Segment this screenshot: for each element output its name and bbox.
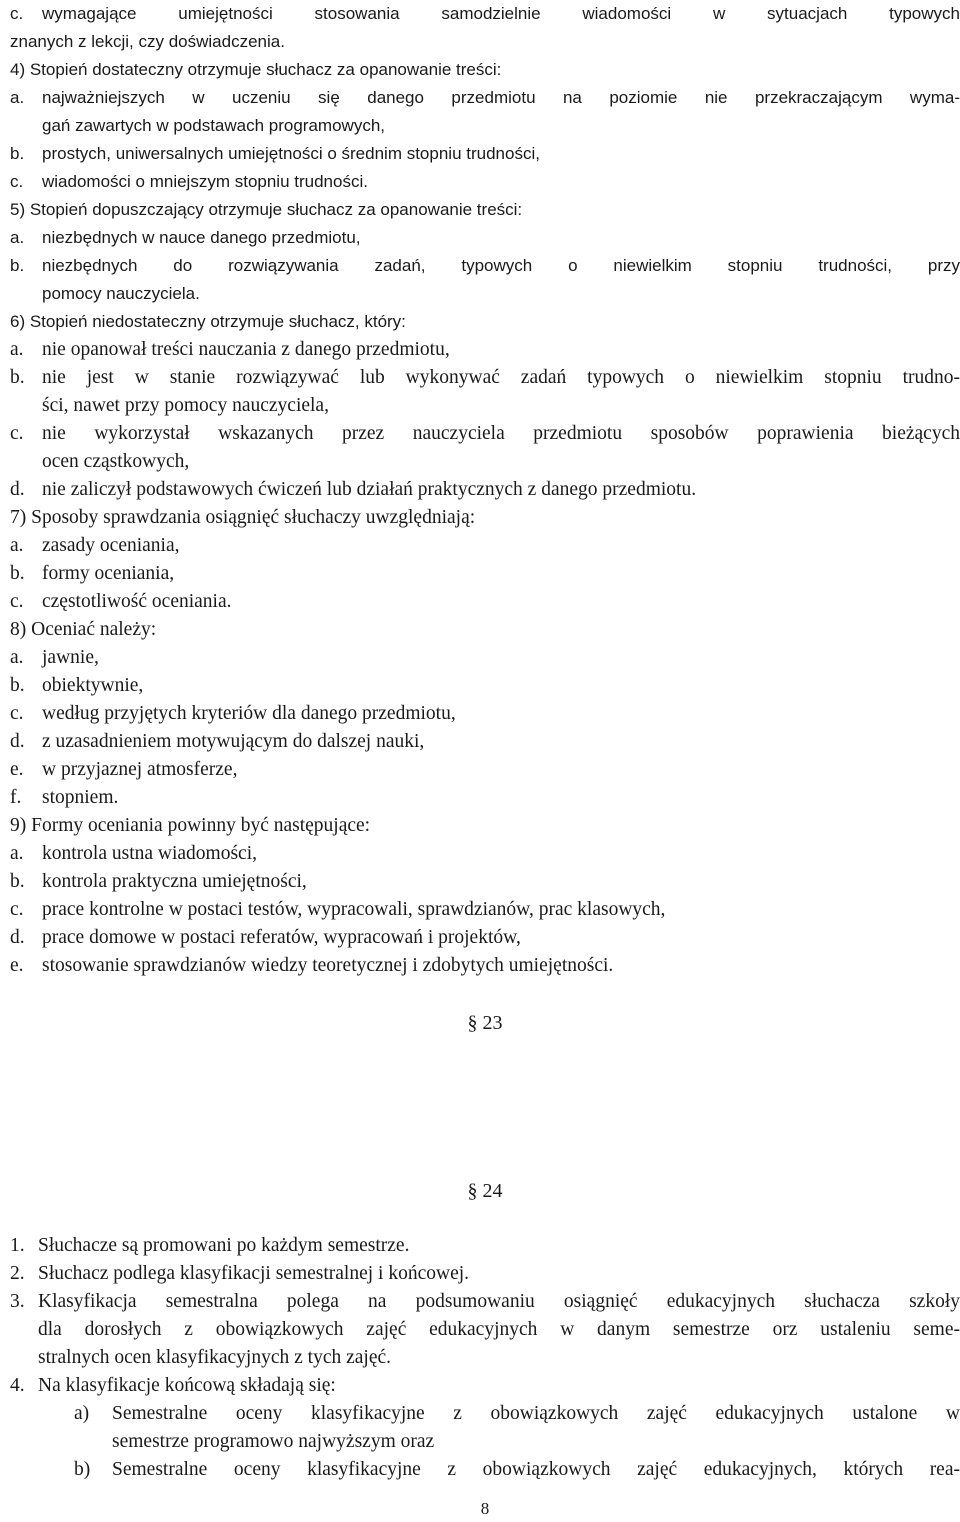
line-text: stralnych ocen klasyfikacyjnych z tych zajęć. [38,1347,392,1368]
list-marker: d. [10,479,25,500]
list-marker: b. [10,871,25,892]
line-text [10,1092,960,1120]
line-text: wymagające umiejętności stosowania samodzielnie wiadomości w sytuacjach typowych [42,4,960,23]
text-line [10,168,960,196]
line-text [10,1064,960,1092]
text-line [10,28,960,56]
text-line [10,196,960,224]
text-line [10,1428,960,1456]
list-marker: f. [10,787,22,808]
text-line [10,812,960,840]
line-text: niezbędnych w nauce danego przedmiotu, [42,228,361,247]
list-marker: c. [10,423,24,444]
line-text: Semestralne oceny klasyfikacyjne z obowiązkowych zajęć edukacyjnych ustalone w [112,1403,960,1424]
line-text: Na klasyfikacje końcową składają się: [38,1375,336,1396]
line-text: Klasyfikacja semestralna polega na podsumowaniu osiągnięć edukacyjnych słuchacza szkoły [38,1291,960,1312]
line-text: prostych, uniwersalnych umiejętności o średnim stopniu trudności, [42,144,540,163]
line-text: obiektywnie, [42,675,144,696]
line-text: prace kontrolne w postaci testów, wypracowali, sprawdzianów, prac klasowych, [42,899,666,920]
line-text: jawnie, [42,647,99,668]
list-marker: a. [10,535,24,556]
line-text: częstotliwość oceniania. [42,591,232,612]
text-line [10,1064,960,1092]
text-line [10,1372,960,1400]
list-marker: a) [74,1403,90,1424]
line-text: zasady oceniania, [42,535,180,556]
text-line [10,728,960,756]
text-line [10,252,960,280]
text-line [10,1260,960,1288]
text-line [10,56,960,84]
line-text: 8) Oceniać należy: [10,619,157,640]
line-text: prace domowe w postaci referatów, wypracowań i projektów, [42,927,521,948]
text-line [10,560,960,588]
list-marker: b. [10,675,25,696]
text-line [10,84,960,112]
text-line [10,112,960,140]
list-marker: a. [10,339,24,360]
list-marker: b. [10,367,25,388]
line-text: w przyjaznej atmosferze, [42,759,238,780]
line-text: dla dorosłych z obowiązkowych zajęć edukacyjnych w danym semestrze orz ustaleniu seme- [38,1319,960,1340]
list-marker: 4. [10,1375,25,1396]
list-marker: e. [10,759,24,780]
line-text: formy oceniania, [42,563,175,584]
list-marker: c. [10,591,24,612]
text-line [10,336,960,364]
line-text: 6) Stopień niedostateczny otrzymuje słuchacz, który: [10,312,406,331]
text-line [10,1092,960,1120]
line-text: nie zaliczył podstawowych ćwiczeń lub działań praktycznych z danego przedmiotu. [42,479,697,500]
text-line [10,1288,960,1316]
list-marker: b. [10,256,25,275]
line-text: Semestralne oceny klasyfikacyjne z obowiązkowych zajęć edukacyjnych, których rea- [112,1459,960,1480]
line-text: ści, nawet przy pomocy nauczyciela, [42,395,329,416]
line-text: stosowanie sprawdzianów wiedzy teoretycznej i zdobytych umiejętności. [42,955,614,976]
text-line [10,1456,960,1484]
list-marker: a. [10,843,24,864]
list-marker: d. [10,927,25,948]
text-line [10,140,960,168]
line-text: nie opanował treści nauczania z danego przedmiotu, [42,339,450,360]
line-text: najważniejszych w uczeniu się danego przedmiotu na poziomie nie przekraczającym wyma- [42,88,960,107]
text-line [10,952,960,980]
list-marker: 2. [10,1263,25,1284]
text-line [10,700,960,728]
line-text: 9) Formy oceniania powinny być następujące: [10,815,371,836]
text-line [10,1344,960,1372]
list-marker: b) [74,1459,91,1480]
text-line [10,532,960,560]
text-line [10,0,960,28]
text-line [10,784,960,812]
text-line [10,224,960,252]
list-marker: b. [10,563,25,584]
list-marker: a. [10,647,24,668]
list-marker: a. [10,88,25,107]
text-line [10,644,960,672]
text-line [10,756,960,784]
text-line [10,672,960,700]
line-text: kontrola ustna wiadomości, [42,843,258,864]
line-text: ocen cząstkowych, [42,451,190,472]
line-text: niezbędnych do rozwiązywania zadań, typowych o niewielkim stopniu trudności, przy [42,256,960,275]
page-number: 8 [480,1499,490,1518]
text-line [10,588,960,616]
list-marker: b. [10,144,25,163]
line-text: semestrze programowo najwyższym oraz [112,1431,435,1452]
list-marker: 3. [10,1291,25,1312]
line-text: według przyjętych kryteriów dla danego przedmiotu, [42,703,456,724]
line-text: Słuchacze są promowani po każdym semestrze. [38,1235,410,1256]
list-marker: c. [10,4,24,23]
text-line [10,616,960,644]
document-page [10,0,960,1522]
section-heading-23: § 23 [467,1012,503,1034]
line-text: stopniem. [42,787,119,808]
list-marker: c. [10,172,24,191]
text-line [10,308,960,336]
list-marker: d. [10,731,25,752]
text-line [10,448,960,476]
line-text: znanych z lekcji, czy doświadczenia. [10,32,285,51]
text-line [10,1120,960,1148]
line-text: 4) Stopień dostateczny otrzymuje słuchacz za opanowanie treści: [10,60,502,79]
text-line [10,392,960,420]
line-text: wiadomości o mniejszym stopniu trudności. [42,172,368,191]
text-line [10,1316,960,1344]
text-line [10,924,960,952]
list-marker: c. [10,899,24,920]
line-text: 5) Stopień dopuszczający otrzymuje słuchacz za opanowanie treści: [10,200,523,219]
line-text: 7) Sposoby sprawdzania osiągnięć słuchaczy uwzględniają: [10,507,476,528]
line-text: z uzasadnieniem motywującym do dalszej nauki, [42,731,425,752]
text-line [10,840,960,868]
line-text: nie wykorzystał wskazanych przez nauczyciela przedmiotu sposobów poprawienia bieżących [42,423,960,444]
list-marker: a. [10,228,25,247]
line-text: pomocy nauczyciela. [42,284,200,303]
section-heading-24: § 24 [467,1180,503,1202]
text-line [10,868,960,896]
text-line [10,364,960,392]
list-marker: 1. [10,1235,25,1256]
text-line [10,504,960,532]
list-marker: c. [10,703,24,724]
list-marker: e. [10,955,24,976]
text-line [10,280,960,308]
text-line [10,420,960,448]
line-text: gań zawartych w podstawach programowych, [42,116,385,135]
text-line [10,896,960,924]
line-text: kontrola praktyczna umiejętności, [42,871,307,892]
text-line [10,1400,960,1428]
line-text: nie jest w stanie rozwiązywać lub wykonywać zadań typowych o niewielkim stopniu trudno- [42,367,960,388]
text-line [10,476,960,504]
line-text: Słuchacz podlega klasyfikacji semestralnej i końcowej. [38,1263,470,1284]
text-line [10,1232,960,1260]
